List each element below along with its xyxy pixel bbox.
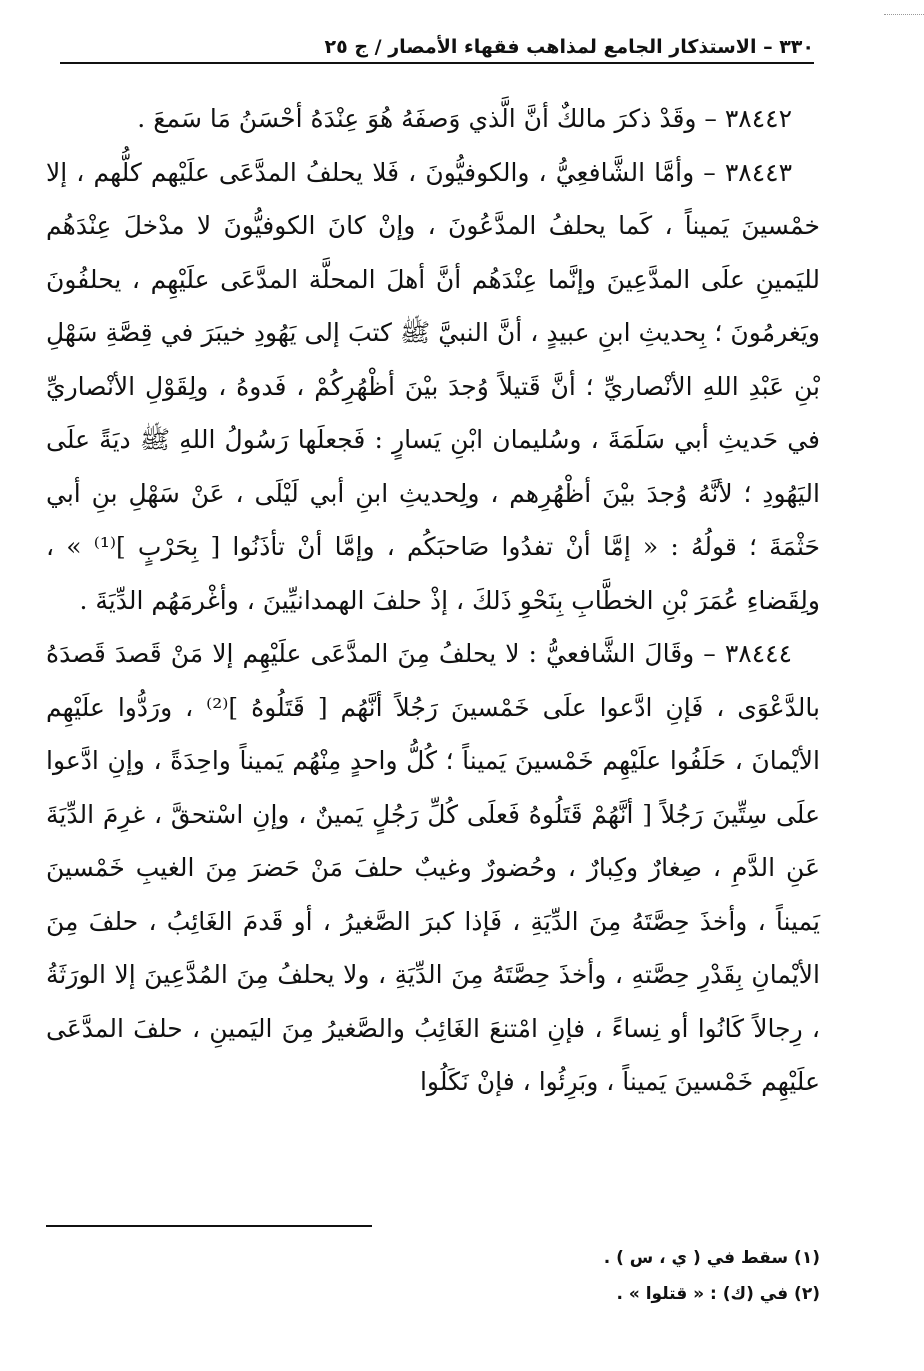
paragraph-38442	[46, 92, 820, 146]
paragraph-text: – وأمَّا الشَّافعِيُّ ، والكوفيُّونَ ، فَلا يحلفُ المدَّعَى علَيْهم كلُّهم ، إلا خمْسينَ يَميناً ، كَما يحلفُ المدَّعُونَ ، وإنْ كانَ الكوفيُّونَ لا مدْخلَ عِنْدَهُم لليَمينِ علَى المدَّعِينَ وإنَّما عِنْدَهُم أنَّ أهلَ المحلَّة المدَّعَى علَيْهِم ، يحلفُونَ ويَغرمُونَ ؛ بِحديثِ ابنِ عبيدٍ ، أنَّ النبيَّ ﷺ كتبَ إلى يَهُودِ خيبَرَ في قِصَّةِ سَهْلِ بْنِ عَبْدِ اللهِ الأنْصاريِّ ؛ أنَّ قَتيلاً وُجدَ بيْنَ أظْهُرِكُمْ ، فَدوهُ ، ولِقَوْلِ الأنْصاريِّ في حَديثِ أبي سَلَمَةَ ، وسُليمان ابْنِ يَسارٍ : فَجعلَها رَسُولُ اللهِ ﷺ ديَةً علَى اليَهُودِ ؛ لأنَّهُ وُجدَ بيْنَ أظْهُرِهم ، ولِحديثِ ابنِ أبي لَيْلَى ، عَنْ سَهْلِ بنِ أبي حَثْمَةَ ؛ قولُهُ : « إمَّا أنْ تفدُوا صَاحبَكُم ، وإمَّا أنْ تأذَنُوا [ بِحَرْبٍ ]⁽¹⁾ » ، ولِقَضاءِ عُمَرَ بْنِ الخطَّابِ بِنَحْوِ ذَلكَ ، إذْ حلفَ الهمدانيِّينَ ، وأغْرمَهُم الدِّيَةَ .	[46, 157, 820, 615]
footnote-1: (١) سقط في ( ي ، س ) .	[603, 1248, 820, 1268]
footnote-rule	[46, 1225, 372, 1227]
running-header: ٣٣٠ – الاستذكار الجامع لمذاهب فقهاء الأمصار / ج ٢٥	[324, 36, 814, 58]
footnote-2: (٢) في (ك) : « قتلوا » .	[616, 1284, 820, 1304]
paragraph-number: ٣٨٤٤٣	[724, 157, 792, 187]
paragraph-text: – وقَدْ ذكرَ مالكٌ أنَّ الَّذي وَصفَهُ هُوَ عِنْدَهُ أحْسَنُ مَا سَمعَ .	[137, 104, 725, 133]
paragraph-text: – وقَالَ الشَّافعيُّ : لا يحلفُ مِنَ المدَّعَى علَيْهِم إلا مَنْ قَصدَ قَصدَهُ بالدَّعْوَى ، فَإنِ ادَّعوا علَى خَمْسينَ رَجُلاً أنَّهُم [ قَتَلُوهُ ]⁽²⁾ ، ورَدُّوا علَيْهِم الأيْمانَ ، حَلَفُوا علَيْهِم خَمْسينَ يَميناً ؛ كُلُّ واحدٍ مِنْهُم يَميناً واحِدَةً ، وإنِ ادَّعوا علَى سِتِّينَ رَجُلاً [ أنَّهُمْ قَتَلُوهُ فَعلَى كُلِّ رَجُلٍ يَمينٌ ، وإنِ اسْتحقَّ ، غرِمَ الدِّيَةَ عَنِ الدَّمِ ، صِغارٌ وكِبارٌ ، وحُضورٌ وغيبٌ حلفَ مَنْ حَضرَ مِنَ الغيبِ خَمْسينَ يَميناً ، وأخذَ حِصَّتَهُ مِنَ الدِّيَةِ ، فَإذا كبرَ الصَّغيرُ ، أو قَدمَ الغَائِبُ ، حلفَ مِنَ الأيْمانِ بِقَدْرِ حِصَّتهِ ، وأخذَ حِصَّتَهُ مِنَ الدِّيَةِ ، ولا يحلفُ مِنَ المُدَّعِينَ إلا الورَثَةُ ، رِجالاً كَانُوا أو نِساءً ، فإنِ امْتنعَ الغَائِبُ والصَّغيرُ مِنَ اليَمينِ ، حلفَ المدَّعَى علَيْهِم خَمْسينَ يَميناً ، وبَرِئُوا ، فإنْ نَكَلُوا	[46, 639, 820, 1096]
corner-mark	[884, 14, 924, 15]
paragraph-number: ٣٨٤٤٢	[724, 104, 792, 133]
main-text	[46, 92, 820, 1109]
paragraph-38444	[46, 627, 820, 1109]
paragraph-number: ٣٨٤٤٤	[724, 639, 792, 668]
header-rule	[60, 62, 814, 64]
footnotes	[46, 1240, 820, 1312]
paragraph-38443	[46, 146, 820, 628]
